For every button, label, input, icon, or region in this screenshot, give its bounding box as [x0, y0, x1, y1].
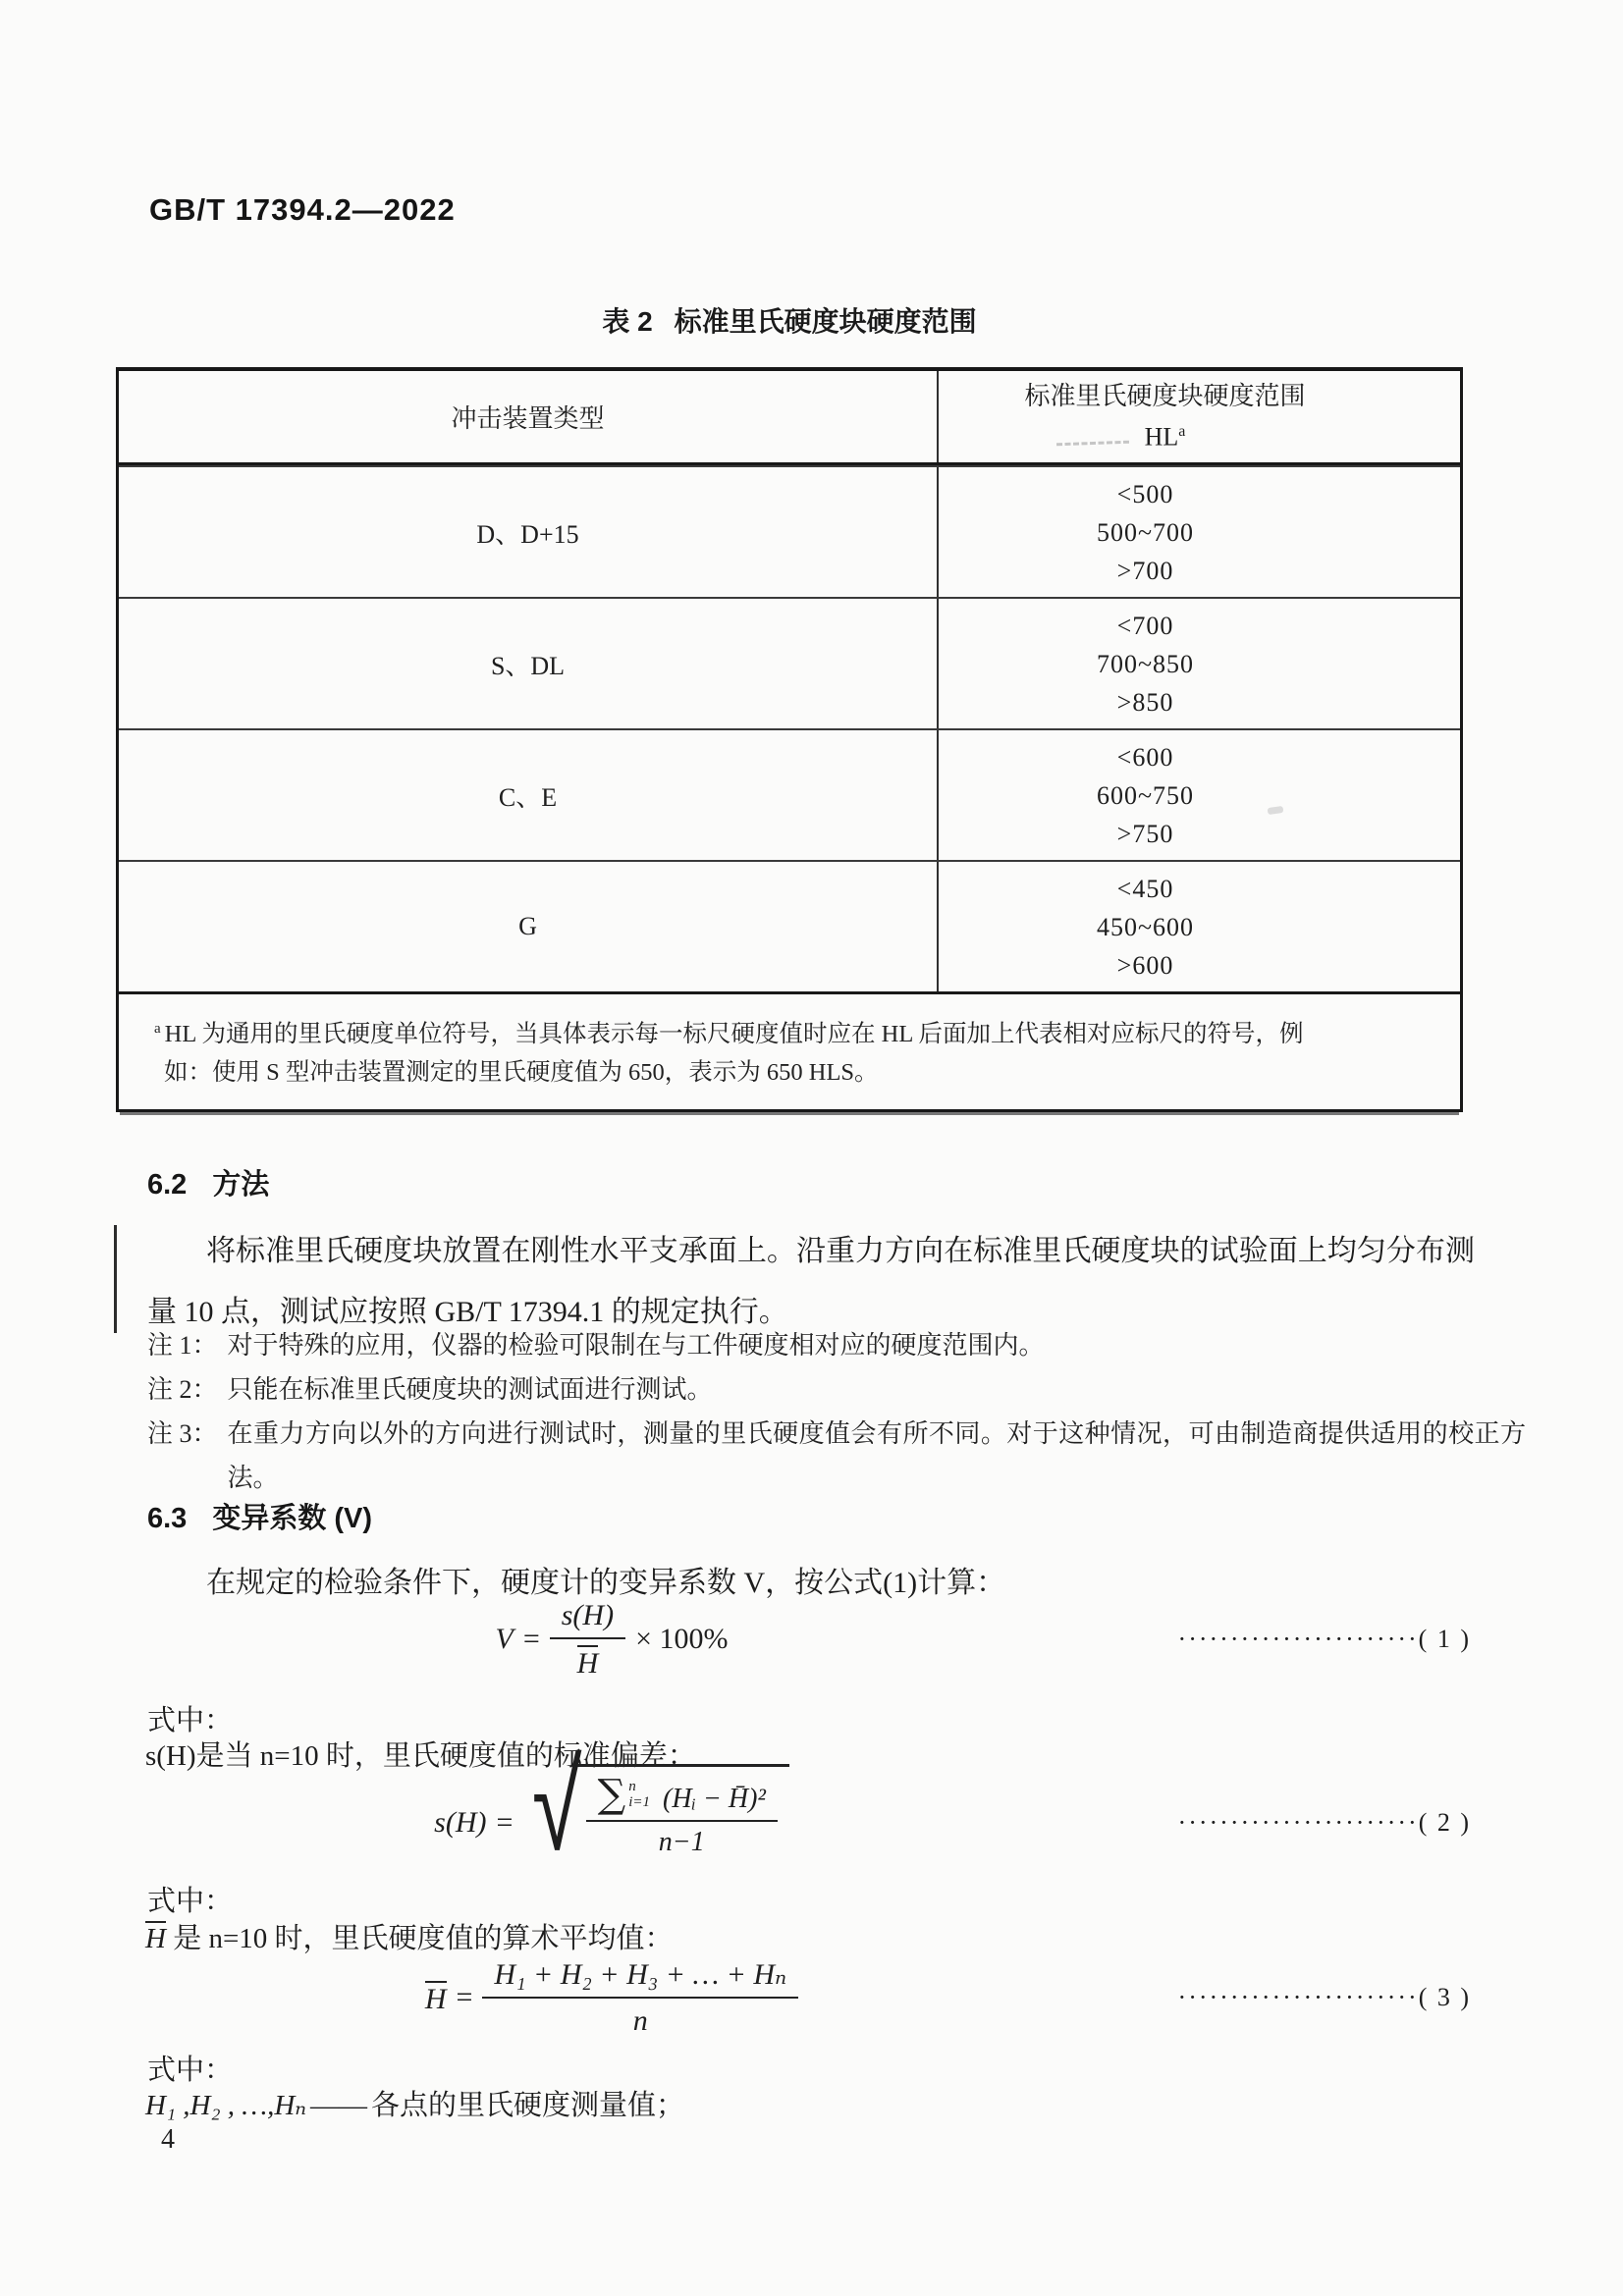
col-header-device: 冲击装置类型	[119, 371, 939, 462]
page-number: 4	[161, 2124, 175, 2155]
formula-2	[434, 1734, 789, 1886]
range-value: >750	[1116, 819, 1174, 848]
upper-limit: n	[628, 1779, 636, 1794]
table-title-prefix: 表 2	[602, 306, 653, 337]
range-values-cell	[939, 862, 1460, 991]
range-value: 600~750	[1096, 780, 1195, 810]
h-bar-definition	[145, 1916, 674, 1956]
range-value: >850	[1116, 687, 1174, 717]
formula-3-row	[116, 1951, 1471, 2044]
s-h-definition: s(H)是当 n=10 时，里氏硬度值的标准偏差：	[145, 1740, 696, 1772]
squared-deviation-term: (Hᵢ − H̄)²	[663, 1784, 766, 1814]
footnote-line1	[154, 1010, 1427, 1053]
table-row	[119, 597, 1460, 728]
range-values-cell	[939, 467, 1460, 597]
variable-description: 各点的里氏硬度测量值；	[371, 2090, 685, 2121]
note-label: 注 2：	[147, 1375, 218, 1404]
pencil-mark-artifact	[1056, 441, 1129, 447]
dot-leader: ·······················	[1177, 1625, 1419, 1653]
summation	[597, 1772, 651, 1817]
radicand	[576, 1764, 789, 1858]
numerator	[586, 1772, 778, 1822]
s-h-lhs: s(H)	[434, 1806, 487, 1839]
note-text: 对于特殊的应用，仪器的检验可限制在与工件硬度相对应的硬度范围内。	[227, 1331, 1045, 1360]
note-item	[147, 1323, 1526, 1367]
table-header-row	[119, 371, 1460, 465]
section-6-3-paragraph: 在规定的检验条件下，硬度计的变异系数 V，按公式(1)计算：	[206, 1567, 1006, 1599]
definition-text: 是 n=10 时，里氏硬度值的算术平均值：	[165, 1923, 674, 1954]
device-type-cell: G	[119, 862, 939, 991]
lower-limit: i=1	[628, 1794, 651, 1810]
formula-3	[425, 1958, 798, 2038]
device-type-cell: C、E	[119, 730, 939, 860]
equals-sign: =	[456, 1981, 473, 2013]
formula-2-leader	[1108, 1808, 1471, 1838]
footnote-text1: HL 为通用的里氏硬度单位符号，当具体表示每一标尺硬度值时应在 HL 后面加上代表相对应标尺的符号，例	[164, 1021, 1304, 1048]
table-title-text: 标准里氏硬度块硬度范围	[674, 306, 977, 337]
range-value: 500~700	[1096, 517, 1195, 547]
em-dash: ——	[310, 2090, 368, 2121]
range-value: <500	[1116, 479, 1174, 508]
dot-leader: ·······················	[1177, 1808, 1419, 1837]
times-100-percent: × 100%	[635, 1623, 729, 1655]
table-row	[119, 728, 1460, 860]
numerator: s(H)	[550, 1599, 625, 1640]
table-row	[119, 465, 1460, 597]
where-label: 式中：	[147, 1705, 234, 1736]
dot-leader: ·······················	[1177, 1983, 1419, 2011]
notes-block	[147, 1323, 1526, 1500]
col-header-range	[939, 371, 1460, 462]
section-title: 方法	[212, 1169, 270, 1201]
equals-sign: =	[522, 1623, 540, 1655]
range-value: >700	[1116, 556, 1174, 585]
square-root	[522, 1734, 788, 1886]
range-value: 700~850	[1096, 649, 1195, 678]
formula-1-row	[116, 1592, 1471, 1686]
revision-change-bar	[114, 1225, 117, 1333]
section-number: 6.2	[147, 1169, 188, 1201]
hardness-range-table	[116, 367, 1463, 1112]
fraction	[550, 1599, 625, 1681]
formula-3-leader	[1108, 1983, 1471, 2012]
col-header-range-line2	[1145, 414, 1186, 455]
denominator: n	[632, 2004, 648, 2038]
note-label: 注 1：	[147, 1331, 218, 1360]
range-value: <600	[1116, 742, 1174, 772]
col-header-range-line1: 标准里氏硬度块硬度范围	[1024, 381, 1306, 410]
formula-number: ( 3 )	[1418, 1983, 1472, 2011]
note-text: 只能在标准里氏硬度块的测试面进行测试。	[227, 1375, 713, 1404]
hl-superscript: a	[1178, 422, 1186, 440]
where-label: 式中：	[147, 1886, 234, 1917]
device-type-cell: S、DL	[119, 599, 939, 728]
table-row	[119, 860, 1460, 991]
variable-list-line	[145, 2083, 684, 2123]
section-title: 变异系数 (V)	[212, 1503, 373, 1534]
section-heading-6-3	[147, 1496, 372, 1536]
standard-number: GB/T 17394.2—2022	[149, 192, 456, 227]
range-value: <700	[1116, 611, 1174, 640]
footnote-superscript: a	[154, 1021, 161, 1037]
range-value: >600	[1116, 950, 1174, 980]
h-bar: H	[145, 1923, 166, 1954]
range-values-cell	[939, 730, 1460, 860]
table-footnote	[119, 991, 1460, 1109]
section-number: 6.3	[147, 1503, 188, 1534]
fraction	[482, 1958, 798, 2038]
denominator: n−1	[658, 1827, 705, 1858]
hl-unit-label: HL	[1144, 422, 1179, 452]
radical-sign: √	[532, 1734, 582, 1880]
formula-1-leader	[1108, 1625, 1471, 1654]
range-values-cell	[939, 599, 1460, 728]
table-title	[116, 300, 1463, 340]
formula-number: ( 2 )	[1418, 1808, 1472, 1837]
footnote-line2: 如：使用 S 型冲击装置测定的里氏硬度值为 650，表示为 650 HLS。	[164, 1059, 879, 1087]
range-value: <450	[1116, 874, 1174, 903]
section-heading-6-2	[147, 1162, 269, 1202]
note-item	[147, 1412, 1526, 1500]
formula-1	[496, 1599, 729, 1681]
denominator	[566, 1639, 611, 1680]
var-V: V	[495, 1623, 514, 1655]
range-value: 450~600	[1096, 912, 1195, 941]
h-bar-lhs: H	[424, 1983, 447, 2015]
where-label: 式中：	[147, 2055, 234, 2086]
fraction	[586, 1772, 778, 1858]
summation-limits	[628, 1779, 650, 1810]
h-bar: H	[576, 1647, 599, 1681]
note-label: 注 3：	[147, 1419, 218, 1448]
note-item	[147, 1367, 1526, 1412]
sigma-operator: ∑	[597, 1772, 626, 1817]
formula-number: ( 1 )	[1418, 1625, 1471, 1653]
numerator: H₁ + H₂ + H₃ + … + Hₙ	[482, 1958, 798, 2000]
note-text: 在重力方向以外的方向进行测试时，测量的里氏硬度值会有所不同。对于这种情况，可由制造商提供适用的校正方法。	[227, 1419, 1526, 1492]
equals-sign: =	[496, 1806, 514, 1839]
paragraph-text: 将标准里氏硬度块放置在刚性水平支承面上。沿重力方向在标准里氏硬度块的试验面上均匀分布测量 10 点，测试应按照 GB/T 17394.1 的规定执行。	[147, 1235, 1475, 1328]
h-variables: H₁ ,H₂ , …,Hₙ	[145, 2090, 307, 2121]
device-type-cell: D、D+15	[119, 467, 939, 597]
